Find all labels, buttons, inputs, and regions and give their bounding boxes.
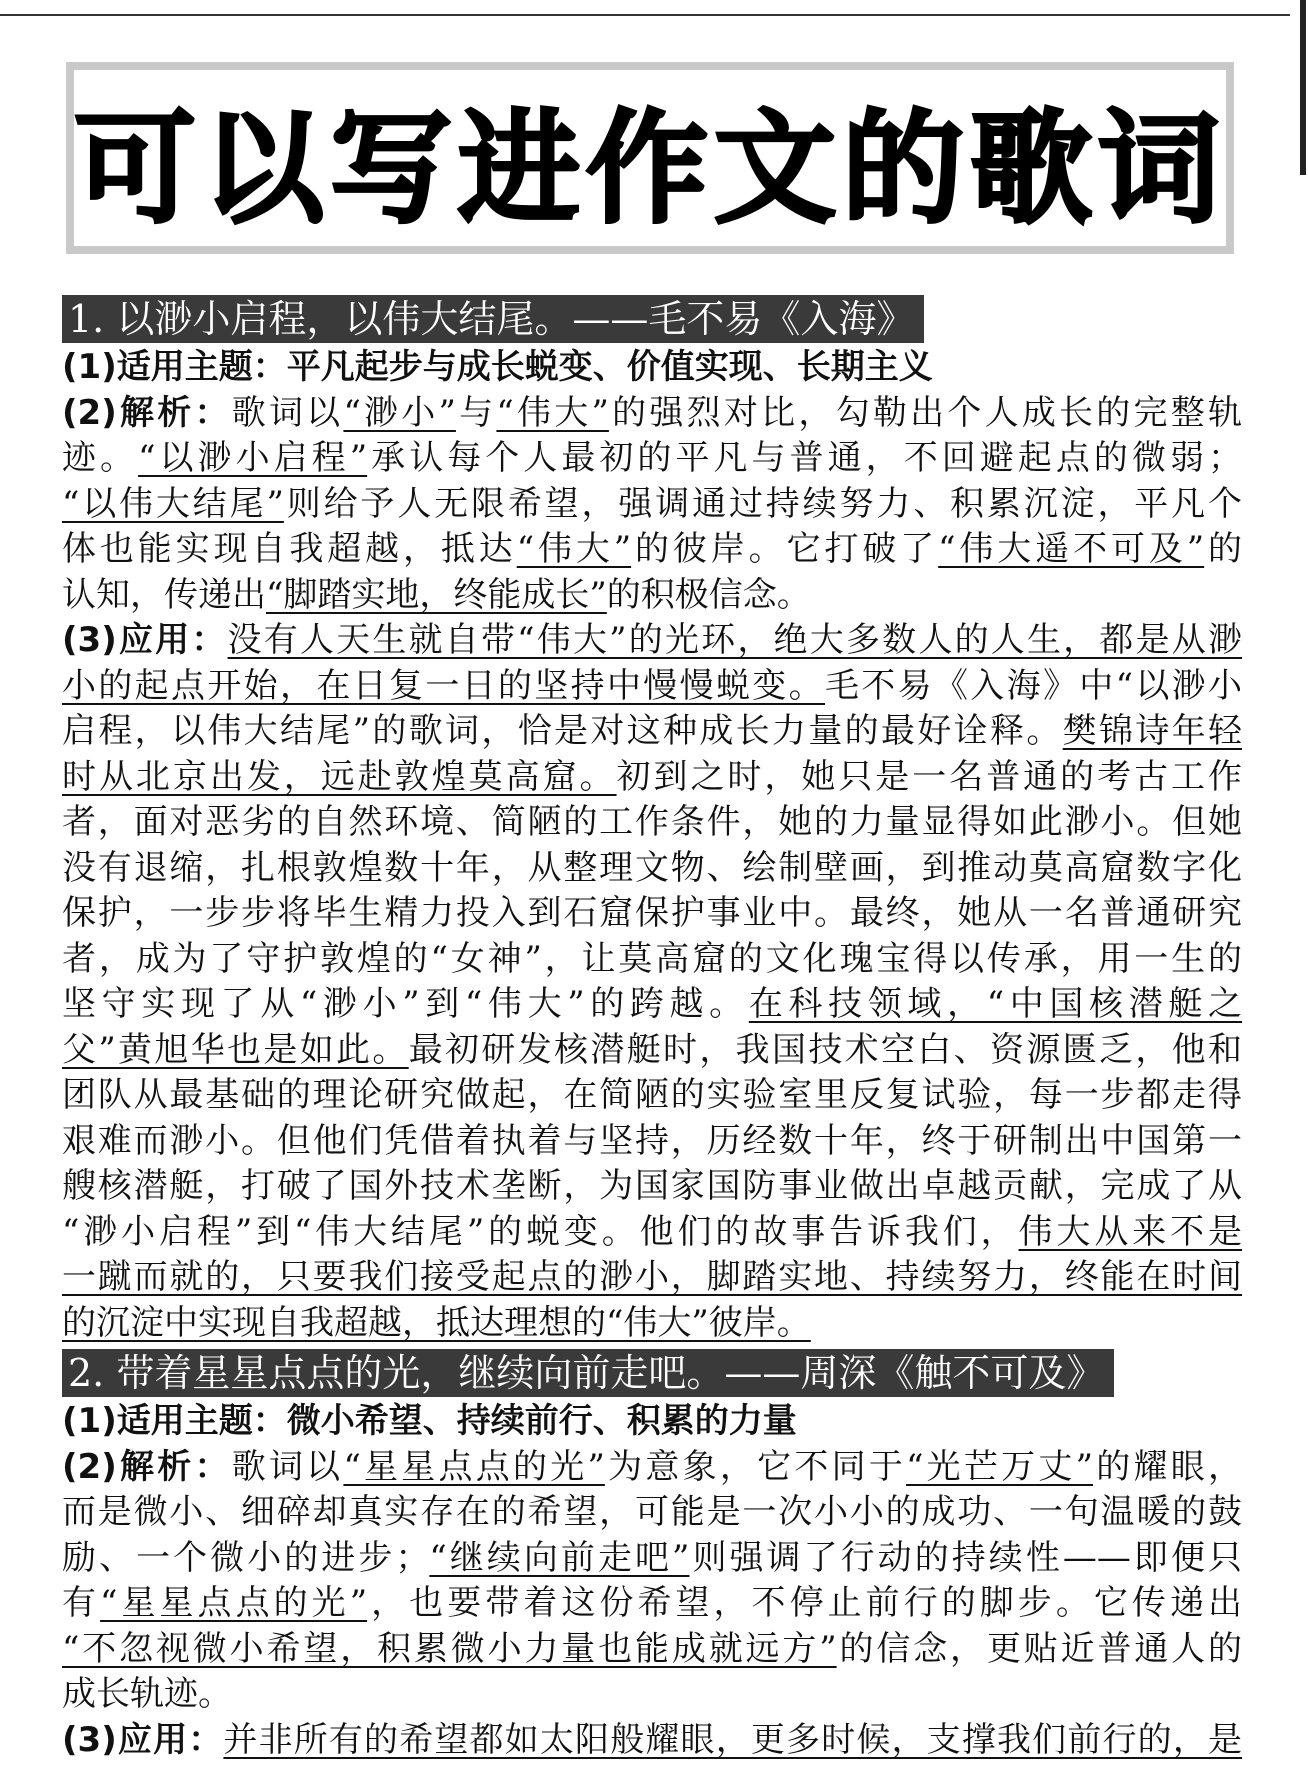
section-2-analysis-line: “不忽视微小希望，积累微小力量也能成就远方”的信念，更贴近普通人的: [62, 1628, 1243, 1669]
section-1-header: 1. 以渺小启程，以伟大结尾。——毛不易《入海》: [62, 295, 924, 343]
section-2-analysis-line: 而是微小、细碎却真实存在的希望，可能是一次小小的成功、一句温暖的鼓: [62, 1492, 1242, 1532]
section-2-analysis-line: 励、一个微小的进步；“继续向前走吧”则强调了行动的持续性——即便只: [62, 1537, 1243, 1578]
page-title: 可以写进作文的歌词: [74, 97, 1226, 240]
section-1-application-line: 艰难而渺小。但他们凭借着执着与坚持，历经数十年，终于研制出中国第一: [62, 1120, 1242, 1161]
section-1-application-line: 父”黄旭华也是如此。最初研发核潜艇时，我国技术空白、资源匮乏，他和: [62, 1029, 1242, 1070]
section-1-theme: (1)适用主题：平凡起步与成长蜕变、价值实现、长期主义: [62, 347, 933, 387]
section-1-application-line: 一蹴而就的，只要我们接受起点的渺小，脚踏实地、持续努力，终能在时间: [62, 1257, 1242, 1297]
section-2-header: 2. 带着星星点点的光，继续向前走吧。——周深《触不可及》: [62, 1349, 1114, 1397]
section-1-application-line: “渺小启程”到“伟大结尾”的蜕变。他们的故事告诉我们，伟大从来不是: [62, 1211, 1242, 1252]
section-2: [62, 1349, 1242, 1763]
section-2-analysis-line: 成长轨迹。: [62, 1674, 232, 1714]
section-1-analysis-line: 迹。“以渺小启程”承认每个人最初的平凡与普通，不回避起点的微弱；: [62, 438, 1243, 478]
section-1-analysis-line: 体也能实现自我超越，抵达“伟大”的彼岸。它打破了“伟大遥不可及”的: [62, 529, 1243, 569]
section-1-application-line: 坚守实现了从“渺小”到“伟大”的跨越。在科技领域，“中国核潜艇之: [62, 984, 1242, 1024]
section-2-analysis-line: 有“星星点点的光”，也要带着这份希望，不停止前行的脚步。它传递出: [62, 1583, 1243, 1623]
top-rule: [0, 14, 1290, 16]
section-1-analysis-line: 认知，传递出“脚踏实地，终能成长”的积极信念。: [62, 574, 811, 615]
title-box: [66, 62, 1234, 254]
section-1-application-line: 没有退缩，扎根敦煌数十年，从整理文物、绘制壁画，到推动莫高窟数字化: [62, 847, 1242, 888]
section-1-application-line: (3)应用：没有人天生就自带“伟大”的光环，绝大多数人的人生，都是从渺: [62, 620, 1242, 660]
section-1-analysis-line: “以伟大结尾”则给予人无限希望，强调通过持续努力、积累沉淀，平凡个: [62, 483, 1243, 524]
section-1-application-line: 小的起点开始，在日复一日的坚持中慢慢蜕变。毛不易《入海》中“以渺小: [62, 665, 1242, 706]
section-1-application-line: 者，面对恶劣的自然环境、简陋的工作条件，她的力量显得如此渺小。但她: [62, 802, 1242, 842]
section-2-theme: (1)适用主题：微小希望、持续前行、积累的力量: [62, 1401, 797, 1441]
section-1-analysis-line: (2)解析：歌词以“渺小”与“伟大”的强烈对比，勾勒出个人成长的完整轨: [62, 392, 1243, 433]
section-1-application-line: 艘核潜艇，打破了国外技术垄断，为国家国防事业做出卓越贡献，完成了从: [62, 1166, 1242, 1206]
section-2-application-line: (3)应用：并非所有的希望都如太阳般耀眼，更多时候，支撑我们前行的，是: [62, 1719, 1242, 1760]
section-1-application-line: 团队从最基础的理论研究做起，在简陋的实验室里反复试验，每一步都走得: [62, 1075, 1242, 1115]
section-2-analysis-line: (2)解析：歌词以“星星点点的光”为意象，它不同于“光芒万丈”的耀眼，: [62, 1446, 1243, 1487]
section-1: [62, 295, 1242, 1346]
section-1-application-line: 保护，一步步将毕生精力投入到石窟保护事业中。最终，她从一名普通研究: [62, 893, 1242, 933]
section-1-application-line: 者，成为了守护敦煌的“女神”，让莫高窟的文化瑰宝得以传承，用一生的: [62, 938, 1242, 979]
scrollbar-edge: [1300, 0, 1306, 175]
section-1-application-line: 时从北京出发，远赴敦煌莫高窟。初到之时，她只是一名普通的考古工作: [62, 756, 1242, 797]
section-1-application-line: 的沉淀中实现自我超越，抵达理想的“伟大”彼岸。: [62, 1302, 811, 1343]
section-1-application-line: 启程，以伟大结尾”的歌词，恰是对这种成长力量的最好诠释。樊锦诗年轻: [62, 711, 1242, 751]
